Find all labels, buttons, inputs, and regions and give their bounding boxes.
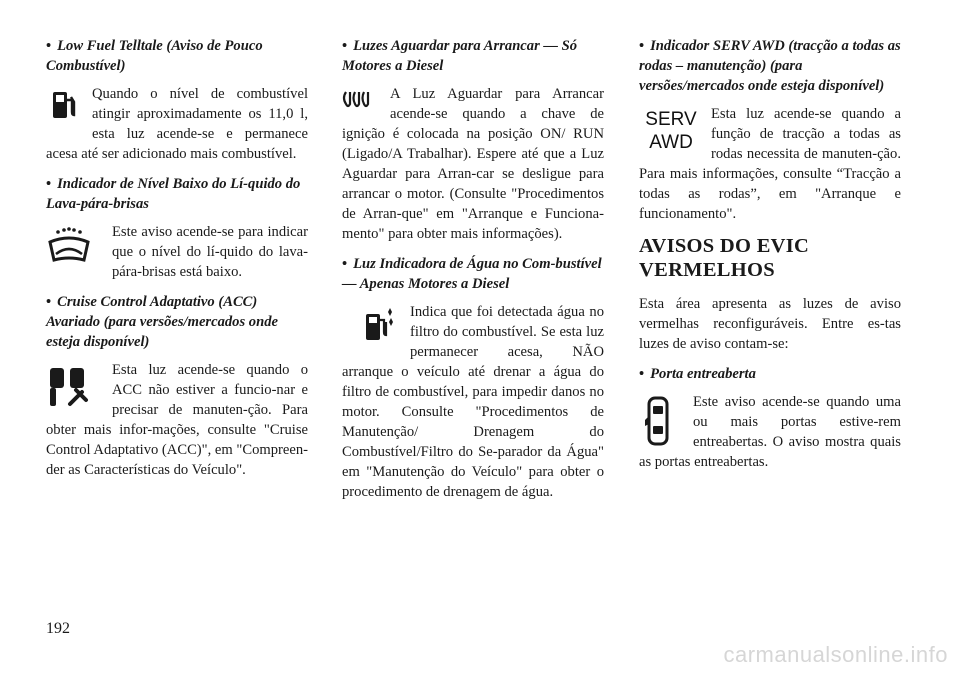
acc-fault-title: Cruise Control Adaptativo (ACC) Avariado (para versões/mercados onde esteja disponível) — [46, 294, 278, 350]
section-heading: • Luzes Aguardar para Arrancar — Só Motores a Diesel — [342, 38, 578, 74]
glow-plug-paragraph: A Luz Aguardar para Arrancar acende-se quando a chave de ignição é colocada na posição ON/ RUN (Ligado/A Trabalhar). Espere até que a Luz Aguardar para Arran-car se desligue para arrancar o motor. (Consulte "Procedimentos de Arran-que" em "Arranque e Funciona-mento" para obter mais informações). — [342, 86, 604, 242]
serv-awd-icon — [639, 108, 703, 154]
column-3 — [639, 36, 901, 482]
section-title: AVISOS DO EVIC VERMELHOS — [639, 235, 810, 281]
watermark: carmanualsonline.info — [723, 642, 948, 667]
serv-label: SERV — [645, 109, 697, 130]
section-heading: • Luz Indicadora de Água no Com-bustível — Apenas Motores a Diesel — [342, 256, 602, 292]
fuel-pump-icon — [46, 88, 80, 122]
section-heading: • Indicador SERV AWD (tracção a todas as rodas – manutenção) (para versões/mercados onde esteja disponível) — [639, 38, 901, 94]
water-in-fuel-paragraph: Indica que foi detectada água no filtro do combustível. Se esta luz permanecer acesa, NÃO arranque o veículo até drenar a água do filtro de combustível, para impedir danos no motor. Consulte "Procedimentos de Manutenção/ Drenagem do Combustível/Filtro do Se-parador da Água" em "Manutenção do Veículo" para obter o procedimento de drenagem de água. — [342, 304, 604, 500]
washer-fluid-icon — [46, 226, 92, 266]
door-ajar-title: Porta entreaberta — [650, 366, 756, 382]
acc-fault-icon — [46, 364, 92, 412]
glow-plug-title: Luzes Aguardar para Arrancar — Só Motores a Diesel — [342, 38, 578, 74]
section-heading — [46, 36, 308, 76]
section-heading: • Cruise Control Adaptativo (ACC) Avariado (para versões/mercados onde esteja disponível) — [46, 294, 278, 350]
low-fuel-title: Low Fuel Telltale (Aviso de Pouco Combustível) — [46, 38, 263, 74]
bullet: • — [46, 38, 52, 54]
water-in-fuel-title: Luz Indicadora de Água no Com-bustível — Apenas Motores a Diesel — [342, 256, 602, 292]
page-number: 192 — [46, 620, 70, 637]
low-fuel-paragraph: Quando o nível de combustível atingir aproximadamente os 11,0 l, esta luz acende-se e permanece acesa até ser adicionado mais combustível. — [46, 86, 308, 162]
evic-intro: Esta área apresenta as luzes de aviso vermelhas reconfiguráveis. Entre es-tas luzes de aviso contam-se: — [639, 296, 901, 352]
washer-fluid-title: Indicador de Nível Baixo do Lí-quido do Lava-pára-brisas — [46, 176, 301, 212]
column-2 — [342, 36, 604, 512]
column-1 — [46, 36, 308, 490]
acc-fault-paragraph: Esta luz acende-se quando o ACC não estiver a funcio-nar e precisar de manuten-ção. Para obter mais infor-mações, consulte "Cruise Control Adaptativo (ACC)", em "Compreen-der as Características do Veículo". — [46, 362, 308, 478]
serv-awd-paragraph: SERV AWD Esta luz acende-se quando a função de tracção a todas as rodas necessita de manuten-ção. Para mais informações, consulte “Tracção a todas as rodas”, em "Arranque e funcionamento". — [639, 106, 901, 222]
section-heading: • Indicador de Nível Baixo do Lí-quido do Lava-pára-brisas — [46, 176, 301, 212]
door-ajar-paragraph: Este aviso acende-se quando uma ou mais portas estive-rem entreabertas. O aviso mostra quais as portas entreabertas. — [639, 394, 901, 470]
glow-plug-icon — [342, 88, 372, 110]
washer-fluid-paragraph: Este aviso acende-se para indicar que o nível do lí-quido do lava-pára-brisas está baixo. — [46, 222, 308, 282]
door-ajar-icon — [645, 396, 671, 446]
awd-label: AWD — [649, 132, 693, 153]
section-heading: • Porta entreaberta — [639, 366, 756, 382]
water-in-fuel-icon — [362, 306, 396, 344]
serv-awd-title: Indicador SERV AWD (tracção a todas as rodas – manutenção) (para versões/mercados onde esteja disponível) — [639, 38, 901, 94]
